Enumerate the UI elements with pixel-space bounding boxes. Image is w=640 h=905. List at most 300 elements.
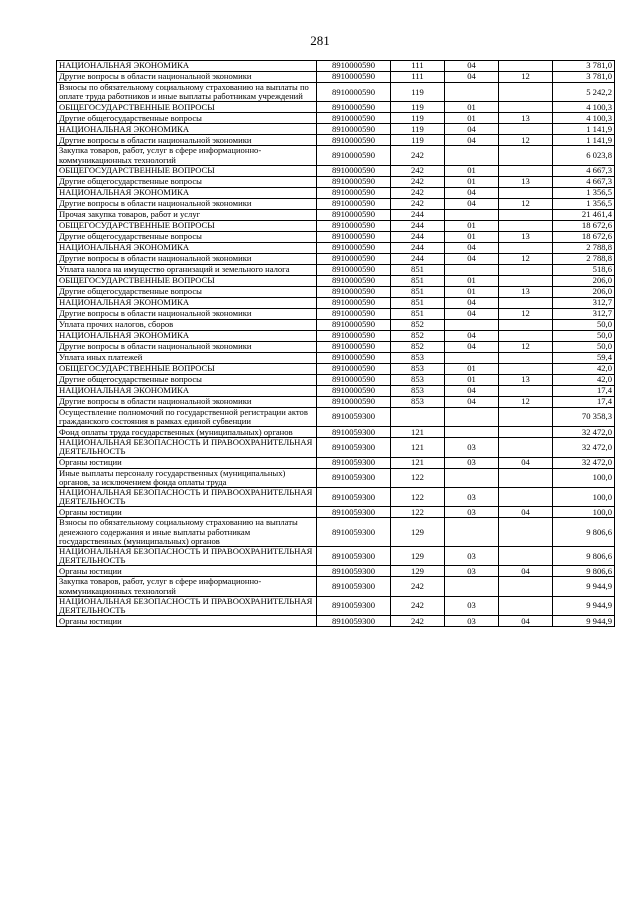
target-article-code-cell: 8910000590 <box>317 135 391 146</box>
target-article-code-cell: 8910000590 <box>317 352 391 363</box>
section-code-cell: 03 <box>445 566 499 577</box>
table-row <box>57 352 615 363</box>
amount-cell: 4 667,3 <box>553 165 615 176</box>
section-code-cell: 03 <box>445 457 499 468</box>
target-article-code-cell: 8910059300 <box>317 427 391 438</box>
expense-type-code-cell: 242 <box>391 187 445 198</box>
table-row <box>57 146 615 165</box>
target-article-code-cell: 8910000590 <box>317 363 391 374</box>
row-name-cell: Другие общегосударственные вопросы <box>57 113 317 124</box>
table-row <box>57 518 615 547</box>
section-code-cell: 04 <box>445 72 499 83</box>
expense-type-code-cell: 111 <box>391 72 445 83</box>
section-code-cell: 01 <box>445 374 499 385</box>
expense-type-code-cell: 242 <box>391 596 445 615</box>
row-name-cell: Другие общегосударственные вопросы <box>57 176 317 187</box>
row-name-cell: НАЦИОНАЛЬНАЯ БЕЗОПАСНОСТЬ И ПРАВООХРАНИТЕЛЬНАЯ ДЕЯТЕЛЬНОСТЬ <box>57 596 317 615</box>
section-code-cell: 04 <box>445 396 499 407</box>
table-row <box>57 427 615 438</box>
subsection-code-cell: 04 <box>499 457 553 468</box>
section-code-cell: 03 <box>445 488 499 507</box>
subsection-code-cell <box>499 297 553 308</box>
amount-cell: 18 672,6 <box>553 220 615 231</box>
expense-type-code-cell: 119 <box>391 83 445 102</box>
row-name-cell: ОБЩЕГОСУДАРСТВЕННЫЕ ВОПРОСЫ <box>57 275 317 286</box>
section-code-cell: 04 <box>445 198 499 209</box>
section-code-cell: 01 <box>445 286 499 297</box>
amount-cell: 206,0 <box>553 286 615 297</box>
amount-cell: 9 806,6 <box>553 566 615 577</box>
target-article-code-cell: 8910000590 <box>317 61 391 72</box>
expense-type-code-cell: 242 <box>391 165 445 176</box>
amount-cell: 518,6 <box>553 264 615 275</box>
table-row <box>57 176 615 187</box>
section-code-cell: 04 <box>445 124 499 135</box>
row-name-cell: НАЦИОНАЛЬНАЯ ЭКОНОМИКА <box>57 124 317 135</box>
expense-type-code-cell: 244 <box>391 220 445 231</box>
subsection-code-cell: 13 <box>499 231 553 242</box>
amount-cell: 32 472,0 <box>553 438 615 457</box>
amount-cell: 3 781,0 <box>553 61 615 72</box>
section-code-cell: 03 <box>445 616 499 627</box>
section-code-cell: 04 <box>445 385 499 396</box>
amount-cell: 32 472,0 <box>553 457 615 468</box>
expense-type-code-cell: 851 <box>391 275 445 286</box>
target-article-code-cell: 8910000590 <box>317 124 391 135</box>
section-code-cell <box>445 577 499 596</box>
subsection-code-cell: 04 <box>499 616 553 627</box>
amount-cell: 70 358,3 <box>553 407 615 426</box>
row-name-cell: НАЦИОНАЛЬНАЯ ЭКОНОМИКА <box>57 187 317 198</box>
subsection-code-cell <box>499 518 553 547</box>
expense-type-code-cell: 853 <box>391 352 445 363</box>
table-row <box>57 187 615 198</box>
amount-cell: 59,4 <box>553 352 615 363</box>
subsection-code-cell <box>499 83 553 102</box>
target-article-code-cell: 8910059300 <box>317 616 391 627</box>
section-code-cell <box>445 146 499 165</box>
amount-cell: 17,4 <box>553 396 615 407</box>
section-code-cell <box>445 209 499 220</box>
table-row <box>57 507 615 518</box>
amount-cell: 2 788,8 <box>553 253 615 264</box>
subsection-code-cell <box>499 102 553 113</box>
subsection-code-cell <box>499 209 553 220</box>
target-article-code-cell: 8910000590 <box>317 275 391 286</box>
row-name-cell: Закупка товаров, работ, услуг в сфере информационно-коммуникационных технологий <box>57 146 317 165</box>
table-row <box>57 135 615 146</box>
expense-type-code-cell: 121 <box>391 427 445 438</box>
subsection-code-cell: 12 <box>499 308 553 319</box>
amount-cell: 100,0 <box>553 468 615 487</box>
row-name-cell: Органы юстиции <box>57 457 317 468</box>
table-row <box>57 547 615 566</box>
table-row <box>57 198 615 209</box>
section-code-cell <box>445 352 499 363</box>
amount-cell: 32 472,0 <box>553 427 615 438</box>
table-row <box>57 577 615 596</box>
target-article-code-cell: 8910059300 <box>317 488 391 507</box>
amount-cell: 9 944,9 <box>553 616 615 627</box>
section-code-cell: 01 <box>445 102 499 113</box>
subsection-code-cell: 12 <box>499 341 553 352</box>
target-article-code-cell: 8910000590 <box>317 396 391 407</box>
table-row <box>57 165 615 176</box>
table-row <box>57 308 615 319</box>
section-code-cell: 04 <box>445 242 499 253</box>
expense-type-code-cell: 852 <box>391 330 445 341</box>
amount-cell: 100,0 <box>553 507 615 518</box>
table-row <box>57 374 615 385</box>
row-name-cell: Другие общегосударственные вопросы <box>57 231 317 242</box>
section-code-cell: 03 <box>445 507 499 518</box>
amount-cell: 21 461,4 <box>553 209 615 220</box>
subsection-code-cell <box>499 385 553 396</box>
table-row <box>57 220 615 231</box>
amount-cell: 1 356,5 <box>553 198 615 209</box>
subsection-code-cell <box>499 61 553 72</box>
table-row <box>57 330 615 341</box>
subsection-code-cell <box>499 242 553 253</box>
table-row <box>57 83 615 102</box>
expense-type-code-cell: 242 <box>391 146 445 165</box>
expense-type-code-cell: 242 <box>391 616 445 627</box>
amount-cell: 2 788,8 <box>553 242 615 253</box>
row-name-cell: Другие вопросы в области национальной экономики <box>57 396 317 407</box>
expense-type-code-cell: 119 <box>391 135 445 146</box>
table-row <box>57 113 615 124</box>
expense-type-code-cell: 122 <box>391 468 445 487</box>
target-article-code-cell: 8910000590 <box>317 102 391 113</box>
budget-table-body <box>57 61 615 627</box>
table-row <box>57 286 615 297</box>
table-row <box>57 468 615 487</box>
amount-cell: 100,0 <box>553 488 615 507</box>
section-code-cell: 04 <box>445 297 499 308</box>
subsection-code-cell: 13 <box>499 113 553 124</box>
expense-type-code-cell: 119 <box>391 124 445 135</box>
target-article-code-cell: 8910000590 <box>317 187 391 198</box>
expense-type-code-cell: 851 <box>391 264 445 275</box>
amount-cell: 206,0 <box>553 275 615 286</box>
expense-type-code-cell: 119 <box>391 102 445 113</box>
target-article-code-cell: 8910000590 <box>317 113 391 124</box>
target-article-code-cell: 8910000590 <box>317 242 391 253</box>
table-row <box>57 275 615 286</box>
amount-cell: 50,0 <box>553 341 615 352</box>
row-name-cell: Уплата прочих налогов, сборов <box>57 319 317 330</box>
table-row <box>57 61 615 72</box>
expense-type-code-cell: 851 <box>391 286 445 297</box>
expense-type-code-cell: 129 <box>391 518 445 547</box>
amount-cell: 1 141,9 <box>553 135 615 146</box>
row-name-cell: Взносы по обязательному социальному страхованию на выплаты по оплате труда работников и иные выплаты работникам учреждений <box>57 83 317 102</box>
expense-type-code-cell: 244 <box>391 253 445 264</box>
expense-type-code-cell: 111 <box>391 61 445 72</box>
target-article-code-cell: 8910000590 <box>317 198 391 209</box>
table-row <box>57 72 615 83</box>
target-article-code-cell: 8910059300 <box>317 596 391 615</box>
target-article-code-cell: 8910000590 <box>317 83 391 102</box>
target-article-code-cell: 8910000590 <box>317 374 391 385</box>
table-row <box>57 209 615 220</box>
expense-type-code-cell: 244 <box>391 242 445 253</box>
table-row <box>57 242 615 253</box>
table-row <box>57 407 615 426</box>
target-article-code-cell: 8910059300 <box>317 547 391 566</box>
target-article-code-cell: 8910059300 <box>317 438 391 457</box>
amount-cell: 17,4 <box>553 385 615 396</box>
row-name-cell: Взносы по обязательному социальному страхованию на выплаты денежного содержания и иные выплаты работникам государственных (муниципальных) органов <box>57 518 317 547</box>
section-code-cell: 01 <box>445 231 499 242</box>
subsection-code-cell <box>499 319 553 330</box>
row-name-cell: Другие общегосударственные вопросы <box>57 286 317 297</box>
row-name-cell: НАЦИОНАЛЬНАЯ ЭКОНОМИКА <box>57 385 317 396</box>
subsection-code-cell: 13 <box>499 286 553 297</box>
target-article-code-cell: 8910000590 <box>317 297 391 308</box>
row-name-cell: ОБЩЕГОСУДАРСТВЕННЫЕ ВОПРОСЫ <box>57 165 317 176</box>
subsection-code-cell: 13 <box>499 176 553 187</box>
subsection-code-cell <box>499 577 553 596</box>
amount-cell: 9 806,6 <box>553 547 615 566</box>
budget-table <box>56 60 615 627</box>
table-row <box>57 616 615 627</box>
expense-type-code-cell: 129 <box>391 547 445 566</box>
row-name-cell: НАЦИОНАЛЬНАЯ БЕЗОПАСНОСТЬ И ПРАВООХРАНИТЕЛЬНАЯ ДЕЯТЕЛЬНОСТЬ <box>57 547 317 566</box>
amount-cell: 4 667,3 <box>553 176 615 187</box>
section-code-cell: 04 <box>445 341 499 352</box>
expense-type-code-cell: 242 <box>391 176 445 187</box>
expense-type-code-cell: 853 <box>391 385 445 396</box>
target-article-code-cell: 8910000590 <box>317 176 391 187</box>
section-code-cell <box>445 83 499 102</box>
target-article-code-cell: 8910059300 <box>317 457 391 468</box>
target-article-code-cell: 8910000590 <box>317 146 391 165</box>
amount-cell: 9 944,9 <box>553 596 615 615</box>
expense-type-code-cell: 122 <box>391 507 445 518</box>
target-article-code-cell: 8910059300 <box>317 577 391 596</box>
target-article-code-cell: 8910000590 <box>317 330 391 341</box>
subsection-code-cell <box>499 407 553 426</box>
row-name-cell: НАЦИОНАЛЬНАЯ БЕЗОПАСНОСТЬ И ПРАВООХРАНИТЕЛЬНАЯ ДЕЯТЕЛЬНОСТЬ <box>57 488 317 507</box>
amount-cell: 18 672,6 <box>553 231 615 242</box>
subsection-code-cell: 13 <box>499 374 553 385</box>
expense-type-code-cell: 121 <box>391 438 445 457</box>
expense-type-code-cell: 851 <box>391 308 445 319</box>
amount-cell: 42,0 <box>553 374 615 385</box>
table-row <box>57 253 615 264</box>
row-name-cell: Прочая закупка товаров, работ и услуг <box>57 209 317 220</box>
subsection-code-cell <box>499 264 553 275</box>
table-row <box>57 457 615 468</box>
section-code-cell: 01 <box>445 275 499 286</box>
expense-type-code-cell: 129 <box>391 566 445 577</box>
subsection-code-cell <box>499 330 553 341</box>
section-code-cell: 03 <box>445 596 499 615</box>
subsection-code-cell: 12 <box>499 198 553 209</box>
target-article-code-cell: 8910000590 <box>317 385 391 396</box>
row-name-cell: Другие вопросы в области национальной экономики <box>57 308 317 319</box>
subsection-code-cell <box>499 468 553 487</box>
expense-type-code-cell: 119 <box>391 113 445 124</box>
target-article-code-cell: 8910000590 <box>317 319 391 330</box>
section-code-cell: 01 <box>445 113 499 124</box>
row-name-cell: Закупка товаров, работ, услуг в сфере информационно-коммуникационных технологий <box>57 577 317 596</box>
table-row <box>57 385 615 396</box>
subsection-code-cell <box>499 165 553 176</box>
target-article-code-cell: 8910000590 <box>317 220 391 231</box>
expense-type-code-cell: 852 <box>391 341 445 352</box>
section-code-cell <box>445 264 499 275</box>
target-article-code-cell: 8910059300 <box>317 518 391 547</box>
row-name-cell: Иные выплаты персоналу государственных (муниципальных) органов, за исключением фонда оплаты труда <box>57 468 317 487</box>
amount-cell: 1 141,9 <box>553 124 615 135</box>
subsection-code-cell: 12 <box>499 396 553 407</box>
amount-cell: 9 944,9 <box>553 577 615 596</box>
section-code-cell: 01 <box>445 165 499 176</box>
table-row <box>57 596 615 615</box>
expense-type-code-cell: 851 <box>391 297 445 308</box>
section-code-cell: 04 <box>445 187 499 198</box>
row-name-cell: НАЦИОНАЛЬНАЯ ЭКОНОМИКА <box>57 61 317 72</box>
table-row <box>57 102 615 113</box>
expense-type-code-cell: 242 <box>391 577 445 596</box>
table-row <box>57 363 615 374</box>
target-article-code-cell: 8910000590 <box>317 72 391 83</box>
section-code-cell <box>445 319 499 330</box>
section-code-cell <box>445 407 499 426</box>
table-row <box>57 319 615 330</box>
subsection-code-cell <box>499 438 553 457</box>
expense-type-code-cell: 853 <box>391 363 445 374</box>
table-row <box>57 231 615 242</box>
section-code-cell: 04 <box>445 330 499 341</box>
page-number: 281 <box>310 33 330 48</box>
amount-cell: 9 806,6 <box>553 518 615 547</box>
expense-type-code-cell: 853 <box>391 374 445 385</box>
row-name-cell: НАЦИОНАЛЬНАЯ ЭКОНОМИКА <box>57 330 317 341</box>
table-row <box>57 341 615 352</box>
section-code-cell: 03 <box>445 438 499 457</box>
section-code-cell: 01 <box>445 220 499 231</box>
expense-type-code-cell: 122 <box>391 488 445 507</box>
row-name-cell: Органы юстиции <box>57 616 317 627</box>
section-code-cell: 04 <box>445 308 499 319</box>
subsection-code-cell <box>499 124 553 135</box>
row-name-cell: Уплата иных платежей <box>57 352 317 363</box>
table-row <box>57 566 615 577</box>
target-article-code-cell: 8910000590 <box>317 286 391 297</box>
subsection-code-cell <box>499 596 553 615</box>
section-code-cell <box>445 427 499 438</box>
amount-cell: 3 781,0 <box>553 72 615 83</box>
row-name-cell: Другие вопросы в области национальной экономики <box>57 72 317 83</box>
row-name-cell: ОБЩЕГОСУДАРСТВЕННЫЕ ВОПРОСЫ <box>57 102 317 113</box>
section-code-cell: 04 <box>445 253 499 264</box>
subsection-code-cell <box>499 146 553 165</box>
subsection-code-cell: 12 <box>499 135 553 146</box>
expense-type-code-cell <box>391 407 445 426</box>
subsection-code-cell: 12 <box>499 253 553 264</box>
table-row <box>57 396 615 407</box>
amount-cell: 312,7 <box>553 297 615 308</box>
section-code-cell: 01 <box>445 176 499 187</box>
section-code-cell <box>445 468 499 487</box>
row-name-cell: ОБЩЕГОСУДАРСТВЕННЫЕ ВОПРОСЫ <box>57 363 317 374</box>
target-article-code-cell: 8910059300 <box>317 507 391 518</box>
target-article-code-cell: 8910000590 <box>317 165 391 176</box>
table-row <box>57 124 615 135</box>
table-row <box>57 297 615 308</box>
subsection-code-cell <box>499 547 553 566</box>
amount-cell: 1 356,5 <box>553 187 615 198</box>
subsection-code-cell <box>499 275 553 286</box>
target-article-code-cell: 8910059300 <box>317 566 391 577</box>
expense-type-code-cell: 853 <box>391 396 445 407</box>
row-name-cell: Другие вопросы в области национальной экономики <box>57 198 317 209</box>
target-article-code-cell: 8910000590 <box>317 308 391 319</box>
expense-type-code-cell: 242 <box>391 198 445 209</box>
target-article-code-cell: 8910000590 <box>317 341 391 352</box>
subsection-code-cell <box>499 187 553 198</box>
subsection-code-cell: 04 <box>499 566 553 577</box>
subsection-code-cell: 04 <box>499 507 553 518</box>
row-name-cell: Другие вопросы в области национальной экономики <box>57 341 317 352</box>
row-name-cell: Органы юстиции <box>57 507 317 518</box>
section-code-cell: 04 <box>445 61 499 72</box>
row-name-cell: Другие общегосударственные вопросы <box>57 374 317 385</box>
amount-cell: 5 242,2 <box>553 83 615 102</box>
subsection-code-cell <box>499 352 553 363</box>
amount-cell: 42,0 <box>553 363 615 374</box>
target-article-code-cell: 8910000590 <box>317 231 391 242</box>
expense-type-code-cell: 244 <box>391 231 445 242</box>
row-name-cell: Другие вопросы в области национальной экономики <box>57 253 317 264</box>
expense-type-code-cell: 244 <box>391 209 445 220</box>
target-article-code-cell: 8910000590 <box>317 209 391 220</box>
target-article-code-cell: 8910000590 <box>317 264 391 275</box>
row-name-cell: НАЦИОНАЛЬНАЯ БЕЗОПАСНОСТЬ И ПРАВООХРАНИТЕЛЬНАЯ ДЕЯТЕЛЬНОСТЬ <box>57 438 317 457</box>
section-code-cell: 03 <box>445 547 499 566</box>
target-article-code-cell: 8910059300 <box>317 407 391 426</box>
table-row <box>57 488 615 507</box>
amount-cell: 50,0 <box>553 319 615 330</box>
row-name-cell: Другие вопросы в области национальной экономики <box>57 135 317 146</box>
row-name-cell: Уплата налога на имущество организаций и земельного налога <box>57 264 317 275</box>
amount-cell: 50,0 <box>553 330 615 341</box>
table-row <box>57 264 615 275</box>
subsection-code-cell <box>499 220 553 231</box>
amount-cell: 6 023,8 <box>553 146 615 165</box>
subsection-code-cell <box>499 488 553 507</box>
target-article-code-cell: 8910059300 <box>317 468 391 487</box>
section-code-cell: 01 <box>445 363 499 374</box>
row-name-cell: Осуществление полномочий по государственной регистрации актов гражданского состояния в рамках единой субвенции <box>57 407 317 426</box>
amount-cell: 312,7 <box>553 308 615 319</box>
row-name-cell: ОБЩЕГОСУДАРСТВЕННЫЕ ВОПРОСЫ <box>57 220 317 231</box>
table-row <box>57 438 615 457</box>
target-article-code-cell: 8910000590 <box>317 253 391 264</box>
expense-type-code-cell: 121 <box>391 457 445 468</box>
section-code-cell <box>445 518 499 547</box>
subsection-code-cell: 12 <box>499 72 553 83</box>
subsection-code-cell <box>499 427 553 438</box>
section-code-cell: 04 <box>445 135 499 146</box>
expense-type-code-cell: 852 <box>391 319 445 330</box>
row-name-cell: Органы юстиции <box>57 566 317 577</box>
amount-cell: 4 100,3 <box>553 102 615 113</box>
row-name-cell: НАЦИОНАЛЬНАЯ ЭКОНОМИКА <box>57 297 317 308</box>
